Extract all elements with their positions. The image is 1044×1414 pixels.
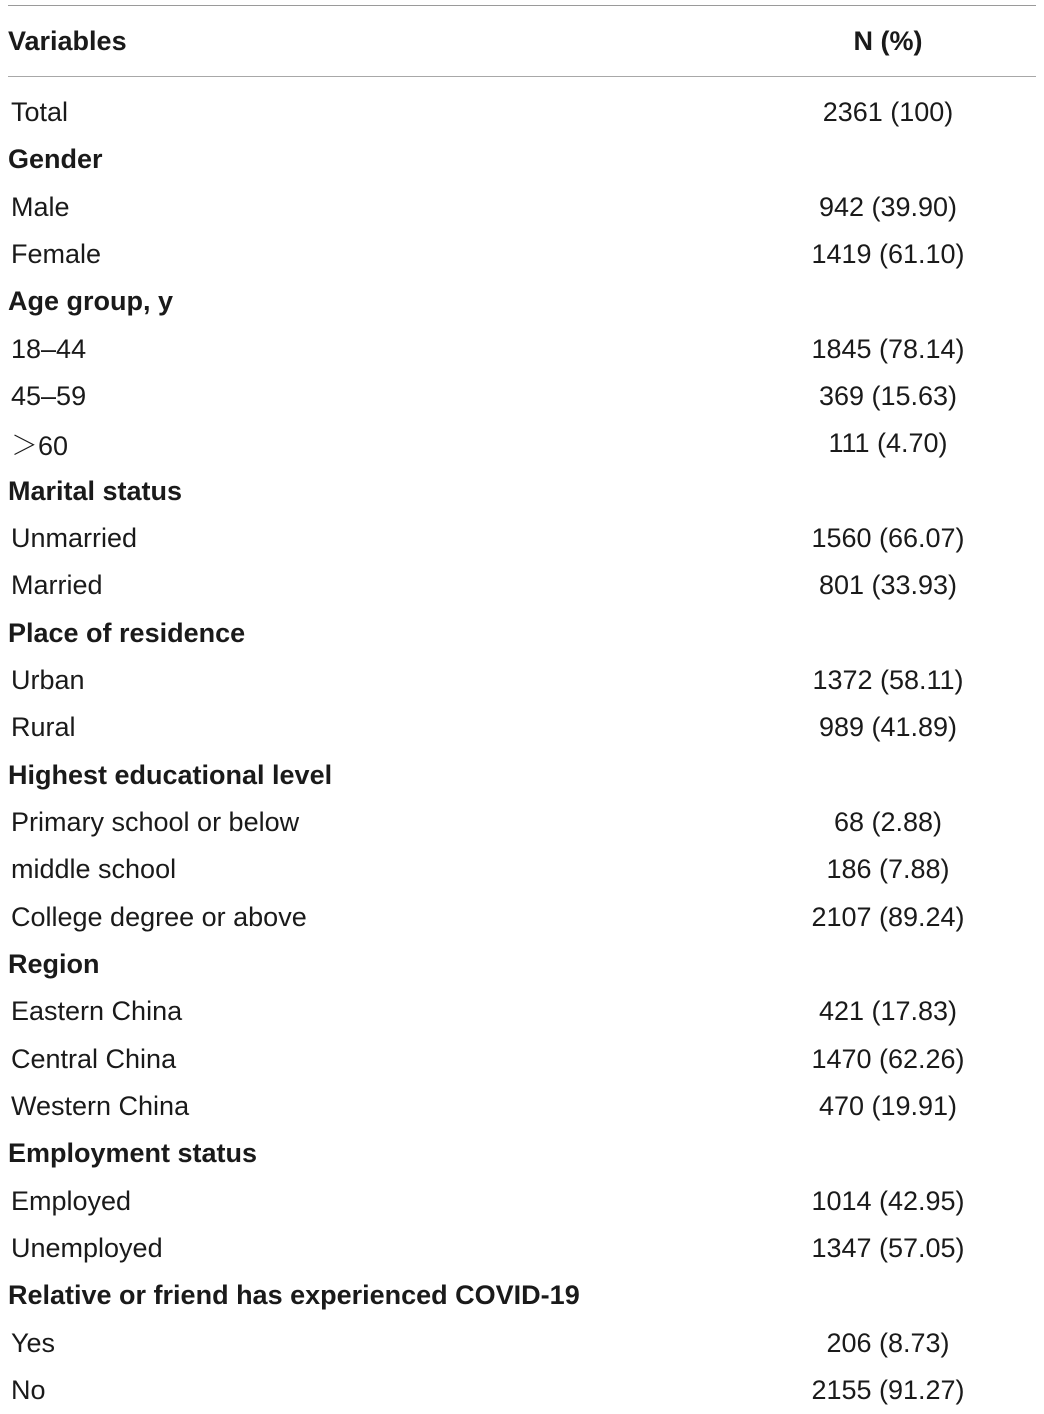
table-row xyxy=(8,988,1036,1035)
table-row xyxy=(8,420,1036,467)
row-value: 801 (33.93) xyxy=(818,570,958,601)
row-label: Primary school or below xyxy=(11,807,300,838)
table-row xyxy=(8,515,1036,562)
table-row xyxy=(8,89,1036,136)
row-label: 45–59 xyxy=(11,381,87,412)
header-n-percent: N (%) xyxy=(853,25,923,56)
row-label: Yes xyxy=(11,1327,56,1358)
section-label: Region xyxy=(8,949,100,980)
row-value: 111 (4.70) xyxy=(828,428,948,459)
section-header-row xyxy=(8,610,1036,657)
section-header-row xyxy=(8,1272,1036,1319)
row-value: 1845 (78.14) xyxy=(811,333,965,364)
row-label: Female xyxy=(11,239,102,270)
header-variables: Variables xyxy=(8,25,127,56)
section-label: Place of residence xyxy=(8,617,246,648)
row-value: 2155 (91.27) xyxy=(811,1375,965,1406)
table-row xyxy=(8,184,1036,231)
row-value: 186 (7.88) xyxy=(826,854,950,885)
section-label: Marital status xyxy=(8,475,183,506)
row-value: 1347 (57.05) xyxy=(811,1233,965,1264)
row-value: 1372 (58.11) xyxy=(812,665,964,696)
table-row xyxy=(8,1367,1036,1414)
row-value: 421 (17.83) xyxy=(818,996,958,1027)
table-row xyxy=(8,894,1036,941)
row-label: Employed xyxy=(11,1185,132,1216)
table-row xyxy=(8,231,1036,278)
table-body xyxy=(8,89,1036,1414)
section-header-row xyxy=(8,278,1036,325)
row-label: middle school xyxy=(11,854,177,885)
row-label: Western China xyxy=(11,1091,190,1122)
row-label: Central China xyxy=(11,1043,177,1074)
section-label: Age group, y xyxy=(8,286,174,317)
row-label: 18–44 xyxy=(11,333,87,364)
row-label: Married xyxy=(11,570,103,601)
section-label: Employment status xyxy=(8,1138,258,1169)
section-header-row xyxy=(8,752,1036,799)
section-header-row xyxy=(8,136,1036,183)
row-value: 68 (2.88) xyxy=(833,807,943,838)
row-label: Eastern China xyxy=(11,996,183,1027)
table-row xyxy=(8,846,1036,893)
data-table xyxy=(8,5,1036,1414)
table-row xyxy=(8,326,1036,373)
table-row xyxy=(8,657,1036,704)
row-value: 942 (39.90) xyxy=(818,191,958,222)
section-label: Highest educational level xyxy=(8,759,333,790)
table-row xyxy=(8,373,1036,420)
section-label: Relative or friend has experienced COVID-19 xyxy=(8,1280,580,1311)
table-row xyxy=(8,1320,1036,1367)
row-value: 470 (19.91) xyxy=(818,1091,958,1122)
section-header-row xyxy=(8,1130,1036,1177)
section-header-row xyxy=(8,468,1036,515)
row-label: Rural xyxy=(11,712,76,743)
row-label: Urban xyxy=(11,665,85,696)
row-label: No xyxy=(11,1375,46,1406)
row-value: 1470 (62.26) xyxy=(811,1043,965,1074)
table-row xyxy=(8,1036,1036,1083)
row-value: 2361 (100) xyxy=(822,97,954,128)
row-label: Male xyxy=(11,191,70,222)
table-row xyxy=(8,562,1036,609)
row-label: Total xyxy=(11,97,69,128)
row-label: ＞60 xyxy=(11,431,69,462)
table-row xyxy=(8,1225,1036,1272)
table-row xyxy=(8,799,1036,846)
row-value: 1419 (61.10) xyxy=(811,239,965,270)
table-header xyxy=(8,6,1036,77)
row-value: 1560 (66.07) xyxy=(811,523,965,554)
row-value: 206 (8.73) xyxy=(826,1327,950,1358)
row-value: 1014 (42.95) xyxy=(811,1185,965,1216)
row-label: Unmarried xyxy=(11,523,138,554)
row-value: 989 (41.89) xyxy=(818,712,958,743)
row-value: 2107 (89.24) xyxy=(811,901,965,932)
table-row xyxy=(8,704,1036,751)
table-row xyxy=(8,1083,1036,1130)
row-label: Unemployed xyxy=(11,1233,163,1264)
section-label: Gender xyxy=(8,144,103,175)
row-value: 369 (15.63) xyxy=(818,381,958,412)
table-row xyxy=(8,1178,1036,1225)
section-header-row xyxy=(8,941,1036,988)
row-label: College degree or above xyxy=(11,901,307,932)
